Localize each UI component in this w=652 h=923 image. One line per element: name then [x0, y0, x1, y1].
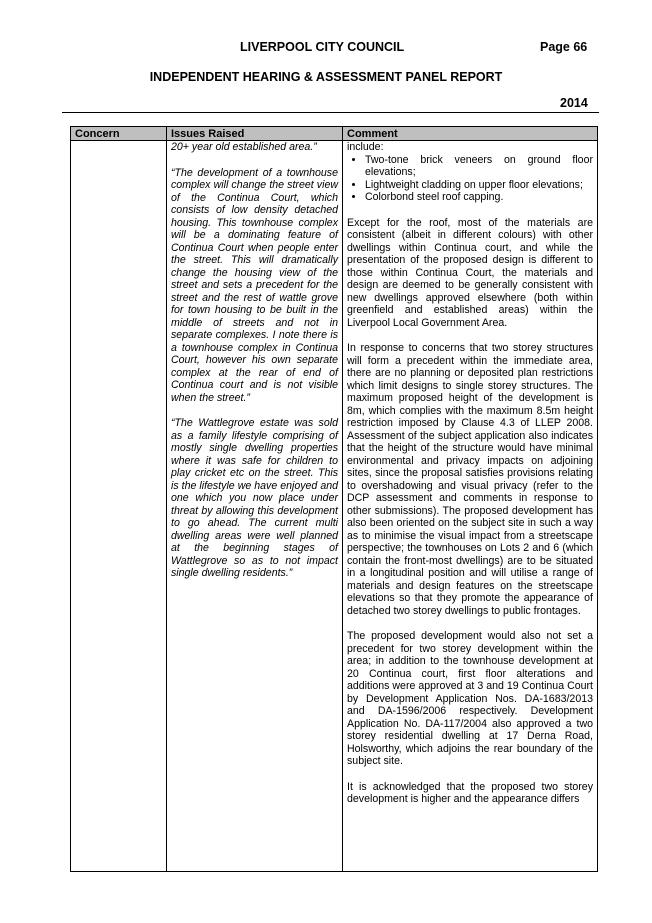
issue-quote: “The Wattlegrove estate was sold as a family lifestyle comprising of mostly single dwelling properties where it was safe for children to play cricket etc on the street. This is the lifestyle we have enjoyed and one which you now place under threat by allowing this development to go ahead. The current multi dwelling areas were well planned at the beginning stages of Wattlegrove so as to not impact single dwelling residents.” [171, 417, 338, 579]
issue-quote: “The development of a townhouse complex will change the street view of the Continua Court, which consists of low density detached housing. This townhouse complex will be a dominating feature of Continua Court when people enter the street. This will dramatically change the housing view of the street and sets a precedent for the street and the rest of wattle grove for town housing to be built in the middle of streets and not in separate complexes. I note there is a townhouse complex in Continua Court, however his own separate complex at the rear of end of Continua court and is not visible when the street.” [171, 166, 338, 404]
comment-intro: include: [347, 141, 384, 153]
council-name: LIVERPOOL CITY COUNCIL [240, 40, 405, 54]
issues-cell [167, 141, 343, 872]
issue-quote: 20+ year old established area.” [171, 141, 317, 153]
comment-paragraph: The proposed development would also not set a precedent for two storey development within the area; in addition to the townhouse development at 20 Continua court, first floor alterations and additions were approved at 3 and 19 Continua Court by Development Application Nos. DA-1683/2013 and DA-1596/2006 respectively. Development Application No. DA-117/2004 also approved a two storey residential dwelling at 17 Derna Road, Holsworthy, which adjoins the rear boundary of the subject site. [347, 630, 593, 767]
comment-paragraph: In response to concerns that two storey structures will form a precedent within the immediate area, there are no planning or deposited plan restrictions which limit designs to single storey structures. The maximum proposed height of the development is 8m, which complies with the maximum 8.5m height restriction imposed by Clause 4.3 of LLEP 2008. Assessment of the subject application also indicates that the height of the structure would have minimal environmental and privacy impacts on adjoining sites, since the proposal satisfies provisions relating to overshadowing and visual privacy (refer to the DCP assessment and comments in response to other submissions). The proposed development has also been oriented on the subject site in such a way as to minimise the visual impact from a streetscape perspective; the townhouses on Lots 2 and 6 (which contain the front-most dwellings) are to be situated in a longitudinal position and will utilise a range of materials and design features on the streetscape elevations so that they promote the appearance of detached two storey dwellings to public frontages. [347, 342, 593, 617]
column-header-issues: Issues Raised [167, 127, 343, 141]
table-header-row [71, 127, 598, 141]
list-item: • Two-tone brick veneers on ground floor elevations; [365, 154, 593, 179]
header-rule [62, 112, 599, 113]
comment-cell [343, 141, 598, 872]
list-item: • Colorbond steel roof capping. [365, 191, 593, 204]
table-row [71, 141, 598, 872]
report-year: 2014 [560, 96, 588, 110]
issues-table [70, 126, 598, 872]
report-title: INDEPENDENT HEARING & ASSESSMENT PANEL REPORT [149, 70, 503, 84]
comment-paragraph: It is acknowledged that the proposed two storey development is higher and the appearance differs [347, 780, 593, 805]
column-header-comment: Comment [343, 127, 598, 141]
page-number: Page 66 [540, 40, 588, 54]
concern-cell [71, 141, 167, 872]
column-header-concern: Concern [71, 127, 167, 141]
comment-paragraph: Except for the roof, most of the materials are consistent (albeit in different colours) with other dwellings within Continua court, and while the presentation of the proposed design is different to those within Continua Court, the materials and design are deemed to be generally consistent with new dwellings approved elsewhere (both within greenfield and established areas) within the Liverpool Local Government Area. [347, 216, 593, 329]
materials-list [347, 154, 593, 204]
list-item: • Lightweight cladding on upper floor elevations; [365, 179, 593, 192]
